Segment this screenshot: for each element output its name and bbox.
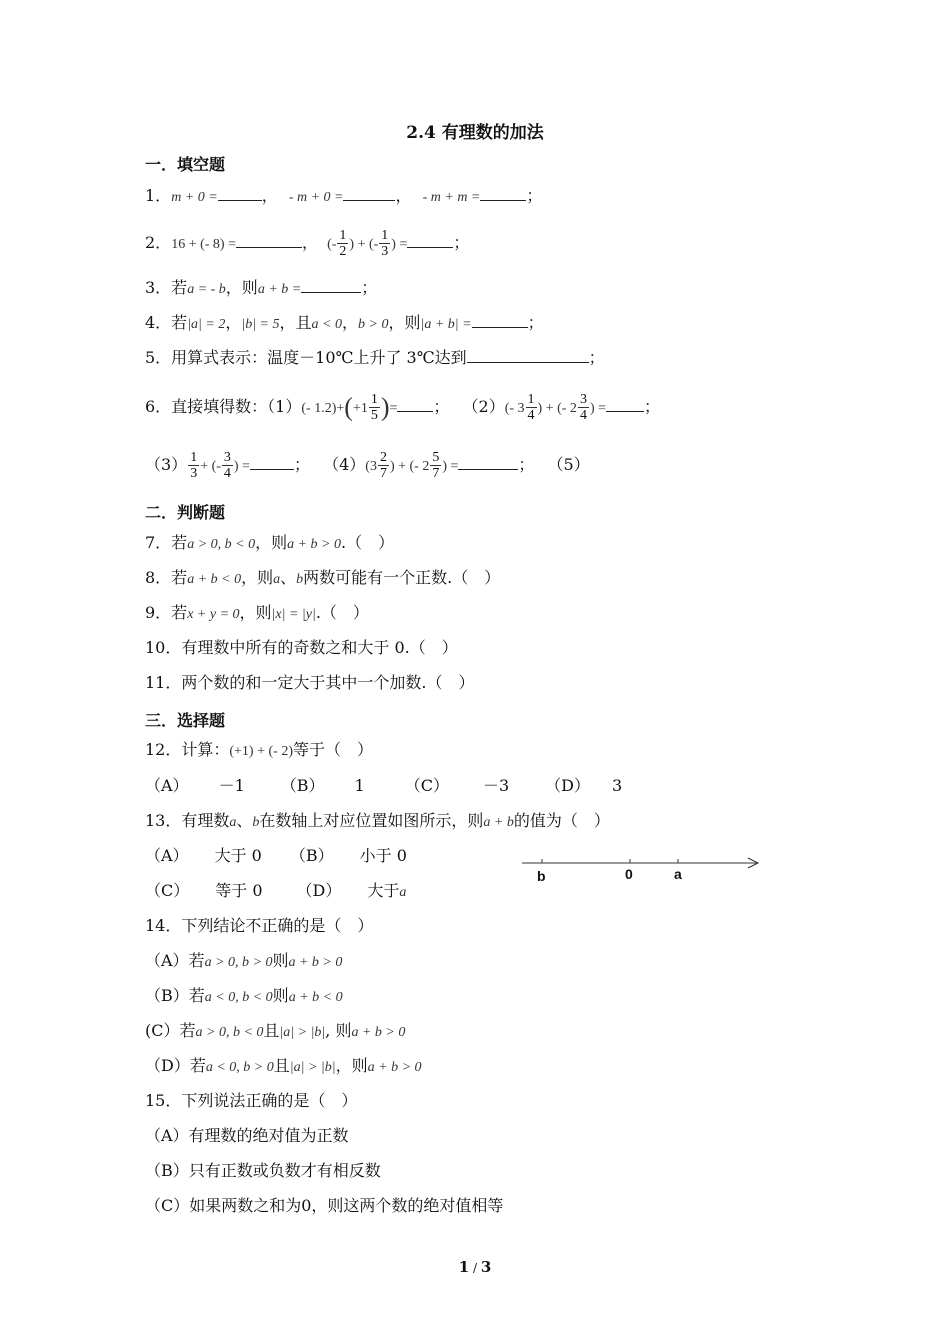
- option-b-value: 1: [354, 776, 365, 795]
- question-7: 7．若a > 0, b < 0，则a + b > 0.（ ）: [145, 533, 395, 552]
- question-10: 10．有理数中所有的奇数之和大于 0.（ ）: [145, 638, 458, 657]
- option-d-label: （D）: [545, 776, 590, 795]
- number-line-label-a: a: [674, 866, 682, 882]
- question-12: 12．计算：(+1) + (- 2)等于（ ）: [145, 740, 373, 759]
- question-6-cont: （3） $\frac{1}{3}$ + (- $\frac{3}{4}$ ) = ； （4）(3 $\frac{2}{7}$ ) + (- 2 $\frac{5}{7}$ ) = ； （5）: [145, 450, 590, 481]
- question-13: 13．有理数a、b在数轴上对应位置如图所示，则a + b的值为（ ）: [145, 811, 610, 830]
- section-choice: 三．选择题: [145, 711, 226, 730]
- question-6: 6．直接填得数：（1）(- 1.2)+(+1 $\frac{1}{5}$ )= ； （2）(- 3 $\frac{1}{4}$ ) + (- 2 $\frac{3}{4}$ ) = ；: [145, 392, 661, 423]
- question-15-option-c: （C）如果两数之和为0，则这两个数的绝对值相等: [145, 1196, 504, 1215]
- option-c-value: －3: [482, 776, 510, 795]
- question-15: 15．下列说法正确的是（ ）: [145, 1091, 358, 1110]
- question-8: 8．若a + b < 0，则a、b两数可能有一个正数.（ ）: [145, 568, 501, 587]
- section-judge: 二．判断题: [145, 503, 226, 522]
- question-5: 5．用算式表示：温度－10℃上升了 3℃达到 ；: [145, 348, 605, 367]
- number-line: [520, 848, 770, 888]
- question-15-option-b: （B）只有正数或负数才有相反数: [145, 1161, 381, 1180]
- question-14: 14．下列结论不正确的是（ ）: [145, 916, 374, 935]
- question-9: 9．若x + y = 0，则|x| = |y|.（ ）: [145, 603, 369, 622]
- number-line-figure: [520, 848, 770, 888]
- question-14-option-b: （B）若a < 0, b < 0则a + b < 0: [145, 986, 343, 1005]
- question-2: 2．16 + (- 8) = ， (- $\frac{1}{2}$ ) + (- $\frac{1}{3}$ ) = ；: [145, 228, 470, 259]
- question-14-option-c: (C）若a > 0, b < 0且|a| > |b|, 则a + b > 0: [145, 1021, 406, 1040]
- option-a-label: （A）: [145, 776, 189, 795]
- question-11: 11．两个数的和一定大于其中一个加数.（ ）: [145, 673, 475, 692]
- question-1: 1．m + 0 = ， - m + 0 = ， - m + m = ；: [145, 186, 543, 205]
- number-line-label-zero: 0: [625, 866, 633, 882]
- question-14-option-d: （D）若a < 0, b > 0且|a| > |b|，则a + b > 0: [145, 1056, 422, 1075]
- question-14-option-a: （A）若a > 0, b > 0则a + b > 0: [145, 951, 343, 970]
- question-15-option-a: （A）有理数的绝对值为正数: [145, 1126, 349, 1145]
- option-b-label: （B）: [280, 776, 325, 795]
- question-12-options: [145, 776, 622, 796]
- question-13-options-cd: （C） 等于 0 （D） 大于a: [145, 881, 407, 900]
- page-title: 2.4 有理数的加法: [406, 123, 544, 143]
- option-a-value: －1: [218, 776, 245, 795]
- number-line-label-b: b: [537, 868, 546, 884]
- option-d-value: 3: [611, 776, 623, 795]
- question-3: 3．若a = - b，则a + b = ；: [145, 278, 378, 297]
- page-number: 1 / 3: [458, 1258, 492, 1276]
- option-c-label: （C）: [404, 776, 449, 795]
- section-fill-blank: 一．填空题: [145, 155, 226, 174]
- question-13-options-ab: （A） 大于 0 （B） 小于 0: [145, 846, 407, 865]
- question-4: 4．若|a| = 2，|b| = 5，且a < 0，b > 0，则|a + b| = ；: [145, 313, 544, 332]
